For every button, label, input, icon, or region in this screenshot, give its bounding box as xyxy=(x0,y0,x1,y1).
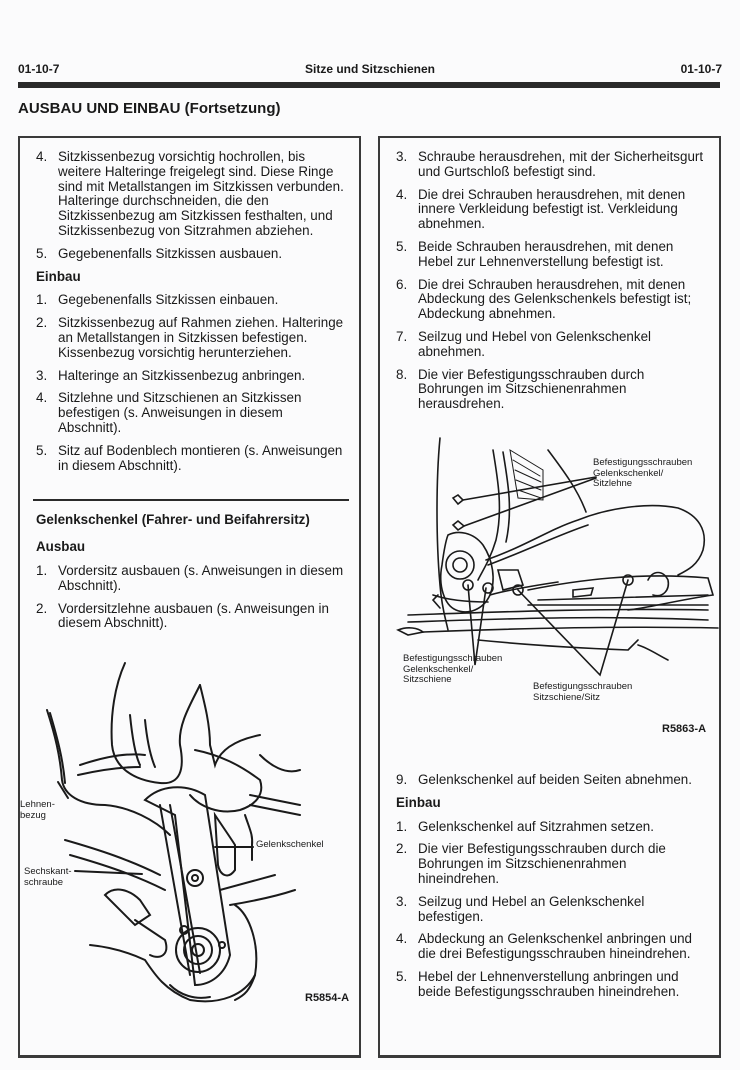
list-item xyxy=(396,895,708,925)
left-column-text xyxy=(36,150,346,639)
wrench-illustration xyxy=(20,655,360,1015)
list-item xyxy=(396,773,708,788)
item-number: 5. xyxy=(36,442,48,458)
item-text: Hebel der Lehnenverstellung anbringen und beide Befestigungsschrauben hineindrehen. xyxy=(418,968,680,999)
item-number: 1. xyxy=(36,562,48,578)
item-number: 3. xyxy=(396,149,408,164)
ausbau-heading: Ausbau xyxy=(36,539,86,555)
einbau-heading: Einbau xyxy=(36,268,81,284)
item-number: 5. xyxy=(396,238,408,254)
label-befestigung-sitz: Befestigungsschrauben Sitzschiene/Sitz xyxy=(533,681,633,703)
label-sechskantschraube: Sechskant- schraube xyxy=(24,866,72,888)
page-number-left: 01-10-7 xyxy=(18,62,60,76)
item-text: Die vier Befestigungsschrauben durch Bohrungen im Sitzschienenrahmen herausdrehen. xyxy=(418,366,645,412)
section-title: AUSBAU UND EINBAU (Fortsetzung) xyxy=(18,100,281,117)
running-title: Sitze und Sitzschienen xyxy=(304,62,436,76)
figure-r5854a xyxy=(20,655,360,1015)
item-text: Sitzkissenbezug vorsichtig hochrollen, bis weitere Halteringe freigelegt sind. Diese Ringe sind mit Metallstangen im Sitzkissen verbunden. Halteringe durchschneiden, die den Sitzkissenbezug am Sitzkissen festhalten, und Sitzkissenbezug von Sitzrahmen abziehen. xyxy=(58,149,344,238)
item-text: Gelenkschenkel auf Sitzrahmen setzen. xyxy=(418,818,654,834)
item-text: Gelenkschenkel auf beiden Seiten abnehmen. xyxy=(418,772,692,787)
list-item xyxy=(36,369,346,384)
list-item xyxy=(396,240,708,270)
item-number: 6. xyxy=(396,276,408,292)
list-item xyxy=(36,564,346,594)
figure-id: R5854-A xyxy=(305,992,350,1004)
item-text: Vordersitzlehne ausbauen (s. Anweisungen in diesem Abschnitt). xyxy=(58,600,329,631)
list-item xyxy=(396,150,708,180)
item-number: 2. xyxy=(36,315,48,331)
right-column-text-top xyxy=(396,150,708,420)
label-lehnenbezug: Lehnen- bezug xyxy=(20,799,55,821)
list-item xyxy=(396,278,708,322)
item-text: Schraube herausdrehen, mit der Sicherheitsgurt und Gurtschloß befestigt sind. xyxy=(418,149,704,179)
list-item xyxy=(36,391,346,435)
list-item xyxy=(36,602,346,632)
item-text: Die drei Schrauben herausdrehen, mit denen innere Verkleidung befestigt ist. Verkleidung abnehmen. xyxy=(418,186,686,232)
figure-id: R5863-A xyxy=(662,723,707,735)
item-number: 2. xyxy=(396,841,408,857)
list-item xyxy=(36,293,346,308)
einbau-heading: Einbau xyxy=(396,794,441,810)
item-number: 5. xyxy=(396,968,408,984)
item-number: 4. xyxy=(36,390,48,406)
list-item xyxy=(36,316,346,360)
item-number: 4. xyxy=(396,931,408,947)
list-item xyxy=(36,150,346,239)
header-rule xyxy=(18,82,720,88)
item-number: 4. xyxy=(36,149,48,164)
item-text: Halteringe an Sitzkissenbezug anbringen. xyxy=(58,367,306,383)
list-item xyxy=(396,188,708,232)
list-item xyxy=(396,842,708,886)
item-number: 7. xyxy=(396,328,408,344)
item-number: 2. xyxy=(36,600,48,616)
list-item xyxy=(396,330,708,360)
item-text: Die drei Schrauben herausdrehen, mit denen Abdeckung des Gelenkschenkels befestigt ist; Abdeckung abnehmen. xyxy=(418,276,692,322)
item-number: 3. xyxy=(396,893,408,909)
item-text: Sitz auf Bodenblech montieren (s. Anweisungen in diesem Abschnitt). xyxy=(58,442,343,473)
item-number: 1. xyxy=(36,292,48,308)
label-gelenkschenkel: Gelenkschenkel xyxy=(256,839,324,850)
right-column-text-bottom xyxy=(396,773,708,1008)
item-text: Sitzlehne und Sitzschienen an Sitzkissen befestigen (s. Anweisungen in diesem Abschnitt). xyxy=(58,390,302,435)
list-item xyxy=(396,970,708,1000)
page-number-right: 01-10-7 xyxy=(680,62,722,76)
list-item xyxy=(396,368,708,412)
item-text: Vordersitz ausbauen (s. Anweisungen in diesem Abschnitt). xyxy=(58,562,344,593)
item-number: 8. xyxy=(396,366,408,382)
item-text: Abdeckung an Gelenkschenkel anbringen und die drei Befestigungsschrauben hineindrehen. xyxy=(418,931,692,962)
figure-r5863a xyxy=(378,420,720,750)
list-item xyxy=(36,444,346,474)
item-text: Seilzug und Hebel an Gelenkschenkel befestigen. xyxy=(418,893,645,924)
list-item xyxy=(396,820,708,835)
item-text: Gegebenenfalls Sitzkissen ausbauen. xyxy=(58,245,283,261)
label-befestigung-sitzschiene: Befestigungsschrauben Gelenkschenkel/ Sitzschiene xyxy=(403,653,503,685)
item-text: Die vier Befestigungsschrauben durch die Bohrungen im Sitzschienenrahmen hineindrehen. xyxy=(418,841,666,886)
section-divider xyxy=(33,499,349,501)
label-befestigung-sitzlehne: Befestigungsschrauben Gelenkschenkel/ Sitzlehne xyxy=(593,457,693,489)
list-item xyxy=(396,932,708,962)
item-number: 9. xyxy=(396,772,408,787)
item-text: Sitzkissenbezug auf Rahmen ziehen. Halteringe an Metallstangen in Sitzkissen befestigen. Kissenbezug vorsichtig herunterziehen. xyxy=(58,315,344,360)
list-item xyxy=(36,247,346,262)
item-text: Seilzug und Hebel von Gelenkschenkel abnehmen. xyxy=(418,328,651,359)
item-text: Beide Schrauben herausdrehen, mit denen Hebel zur Lehnenverstellung befestigt ist. xyxy=(418,238,674,269)
item-number: 3. xyxy=(36,367,48,383)
item-number: 4. xyxy=(396,186,408,202)
item-text: Gegebenenfalls Sitzkissen einbauen. xyxy=(58,292,279,308)
item-number: 5. xyxy=(36,245,48,261)
item-number: 1. xyxy=(396,818,408,834)
subsection-title: Gelenkschenkel (Fahrer- und Beifahrersitz) xyxy=(36,512,310,528)
